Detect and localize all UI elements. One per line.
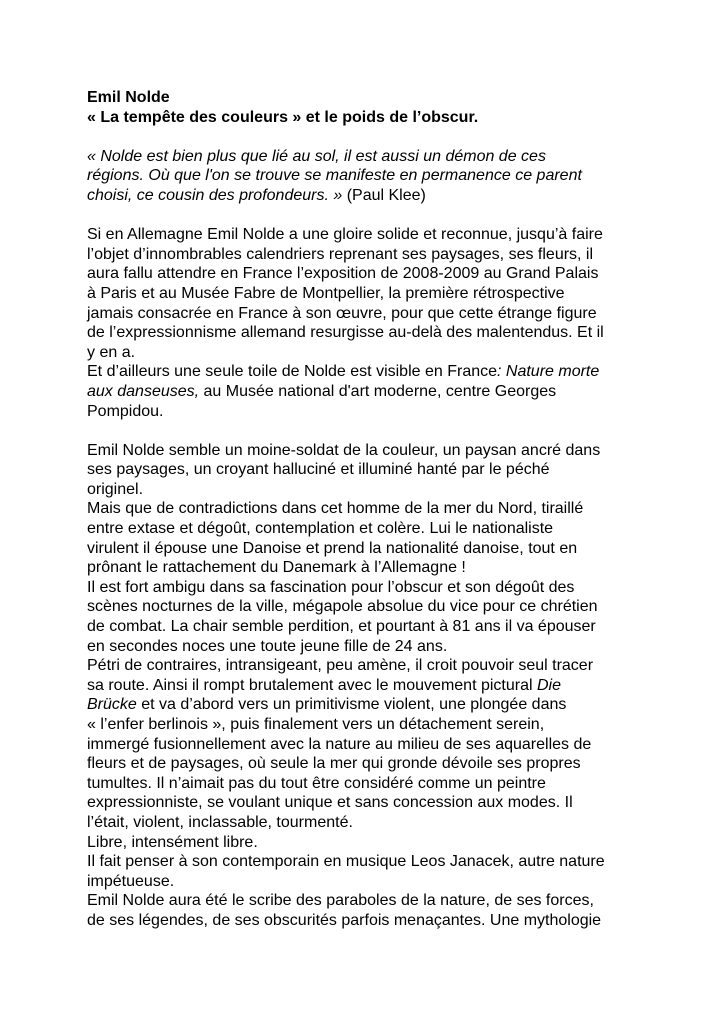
paragraph-intro <box>87 225 647 421</box>
text-plain: Et d’ailleurs une seule toile de Nolde est visible en France <box>87 363 498 381</box>
paragraph-body <box>87 441 647 931</box>
text-line: y en a. <box>87 343 136 361</box>
text-line: l’objet d’innombrables calendriers reprenant ses paysages, ses fleurs, il <box>87 245 594 263</box>
text-line: Emil Nolde aura été le scribe des paraboles de la nature, de ses forces, <box>87 892 594 910</box>
text-line: originel. <box>87 480 144 498</box>
text-line: tumultes. Il n’aimait pas du tout être considéré comme un peintre <box>87 774 546 792</box>
text-line: l’était, violent, inclassable, tourmenté. <box>87 813 353 831</box>
author-heading: Emil Nolde <box>87 89 170 106</box>
text-plain: au Musée national d'art moderne, centre Georges <box>199 382 557 400</box>
text-line <box>87 695 647 715</box>
text-line: Pétri de contraires, intransigeant, peu amène, il croit pouvoir seul tracer <box>87 657 594 675</box>
text-line: scènes nocturnes de la ville, mégapole absolue du vice pour ce chrétien <box>87 598 598 616</box>
text-line: Pompidou. <box>87 402 164 420</box>
text-line: de l’expressionnisme allemand resurgisse au-delà des malentendus. Et il <box>87 324 604 342</box>
document-page <box>87 88 647 931</box>
text-line: de combat. La chair semble perdition, et pourtant à 81 ans il va épouser <box>87 618 596 636</box>
spacer <box>87 421 647 441</box>
text-line: entre extase et dégoût, contemplation et colère. Lui le nationaliste <box>87 520 554 538</box>
text-line: Emil Nolde semble un moine-soldat de la couleur, un paysan ancré dans <box>87 441 601 459</box>
klee-quote <box>87 147 647 206</box>
quote-text: choisi, ce cousin des profondeurs. » <box>87 186 343 204</box>
spacer <box>87 206 647 226</box>
text-line: de ses légendes, de ses obscurités parfois menaçantes. Une mythologie <box>87 911 602 929</box>
text-line: expressionniste, se voulant unique et sans concession aux modes. Il <box>87 794 573 812</box>
text-plain: sa route. Ainsi il rompt brutalement avec le mouvement pictural <box>87 676 537 694</box>
text-line: Mais que de contradictions dans cet homme de la mer du Nord, tiraillé <box>87 500 584 518</box>
text-line <box>87 382 647 402</box>
text-line: fleurs et de paysages, où seule la mer qui gronde dévoile ses propres <box>87 755 581 773</box>
text-line: impétueuse. <box>87 872 175 890</box>
text-line: Il est fort ambigu dans sa fascination pour l’obscur et son dégoût des <box>87 578 575 596</box>
text-line: Si en Allemagne Emil Nolde a une gloire solide et reconnue, jusqu’à faire <box>87 226 603 244</box>
text-line: en secondes noces une toute jeune fille de 24 ans. <box>87 637 448 655</box>
text-line: immergé fusionnellement avec la nature au milieu de ses aquarelles de <box>87 735 592 753</box>
text-line: ses paysages, un croyant halluciné et illuminé hanté par le péché <box>87 461 550 479</box>
artwork-title: : Nature morte <box>497 363 600 381</box>
text-line: aura fallu attendre en France l’exposition de 2008-2009 au Grand Palais <box>87 265 599 283</box>
quote-attribution: (Paul Klee) <box>342 186 426 204</box>
text-line: virulent il épouse une Danoise et prend la nationalité danoise, tout en <box>87 539 578 557</box>
text-line: Il fait penser à son contemporain en musique Leos Janacek, autre nature <box>87 853 605 871</box>
text-line: à Paris et au Musée Fabre de Montpellier, la première rétrospective <box>87 284 565 302</box>
article-title: « La tempête des couleurs » et le poids de l’obscur. <box>87 108 479 126</box>
artwork-title: aux danseuses, <box>87 382 200 400</box>
text-line <box>87 676 647 696</box>
text-plain: et va d’abord vers un primitivisme violent, une plongée dans <box>136 696 567 714</box>
text-line: prônant le rattachement du Danemark à l’Allemagne ! <box>87 559 466 577</box>
spacer <box>87 127 647 147</box>
text-line <box>87 362 647 382</box>
quote-line: « Nolde est bien plus que lié au sol, il est aussi un démon de ces <box>87 147 546 165</box>
movement-name: Die <box>536 676 561 694</box>
quote-line <box>87 186 647 206</box>
text-line: jamais consacrée en France à son œuvre, pour que cette étrange figure <box>87 304 597 322</box>
text-line: Libre, intensément libre. <box>87 833 258 851</box>
quote-line: régions. Où que l'on se trouve se manifeste en permanence ce parent <box>87 167 582 185</box>
movement-name: Brücke <box>87 696 137 714</box>
text-line: « l’enfer berlinois », puis finalement vers un détachement serein, <box>87 716 545 733</box>
